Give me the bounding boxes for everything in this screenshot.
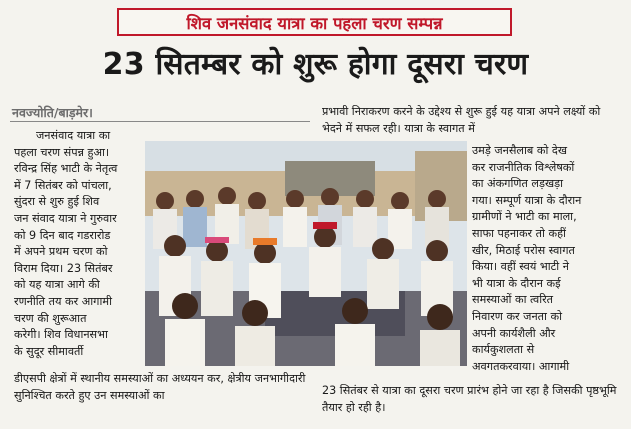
text-line: सुंदरा से शुरु हुई शिव [14, 195, 100, 209]
text-line: जनसंवाद यात्रा का [36, 129, 111, 142]
text-line: भी यात्रा के दौरान कई [472, 276, 561, 290]
text-line: किया। वहीं स्वयं भाटी ने [472, 260, 569, 274]
headline: 23 सितम्बर को शुरू होगा दूसरा चरण [102, 47, 529, 82]
text-line: में 7 सितंबर को पांचला, [14, 178, 112, 192]
text-line: में अपने प्रथम चरण को [14, 245, 108, 259]
text-line: निवारण कर जनता को [472, 309, 562, 323]
text-line: साफा पहनाकर तो कहीं [472, 226, 566, 240]
text-line: उमड़े जनसैलाब को देख [472, 144, 568, 157]
article-text-top-right: प्रभावी निराकरण करने के उद्देश्य से शुरू हुई यह यात्रा अपने लक्ष्यों को भेदने में सफल रही। यात्रा के स्वागत में [322, 105, 601, 135]
article-column-1 [14, 128, 142, 360]
article-column-3 [472, 143, 619, 375]
text-line: ग्रामीणों ने भाटी का माला, [472, 210, 577, 224]
text-line: रणनीति तय कर आगामी [14, 294, 112, 308]
dateline-rule [10, 121, 310, 122]
text-line: जन संवाद यात्रा ने गुरुवार [14, 211, 117, 225]
dateline: नवज्योति/बाड़मेर। [12, 105, 93, 120]
text-line: का अंकगणित लड़खड़ा [472, 177, 564, 191]
text-line: खीर, मिठाई परोस स्वागत [472, 243, 575, 257]
crowd-meeting-photo [145, 141, 467, 366]
text-line: को 9 दिन बाद गडरारोड [14, 228, 111, 242]
text-line: गया। सम्पूर्ण यात्रा के दौरान [472, 193, 582, 207]
text-line: कार्यकुशलता से [472, 343, 535, 357]
text-line: समस्याओं का त्वरित [472, 293, 554, 307]
text-line: के सुदूर सीमावर्ती [14, 344, 84, 358]
text-line: अपनी कार्यशैली और [472, 326, 556, 340]
article-text-bottom-right: 23 सितंबर से यात्रा का दूसरा चरण प्रारंभ होने जा रहा है जिसकी पृष्ठभूमि तैयार हो रही है। [322, 384, 617, 414]
text-line: रविन्द्र सिंह भाटी के नेतृत्व [14, 162, 118, 176]
text-line: कर राजनीतिक विश्लेषकों [472, 160, 575, 174]
article-text-bottom-left: डीएसपी क्षेत्रों में स्थानीय समस्याओं का अध्ययन कर, क्षेत्रीय जनभागीदारी सुनिश्चित करते हुए उन समस्याओं का [14, 372, 306, 402]
kicker-text: शिव जनसंवाद यात्रा का पहला चरण सम्पन्न [186, 13, 443, 33]
news-photo [145, 141, 467, 366]
kicker-box [117, 8, 512, 36]
text-line: करेगी। शिव विधानसभा [14, 328, 108, 342]
text-line: अवगतकरवाया। आगामी [472, 359, 570, 373]
text-line: चरण की शुरूआत [14, 311, 87, 325]
text-line: को यह यात्रा आगे की [14, 278, 100, 292]
text-line: विराम दिया। 23 सितंबर [14, 261, 113, 275]
text-line: पहला चरण संपन्न हुआ। [14, 145, 110, 159]
